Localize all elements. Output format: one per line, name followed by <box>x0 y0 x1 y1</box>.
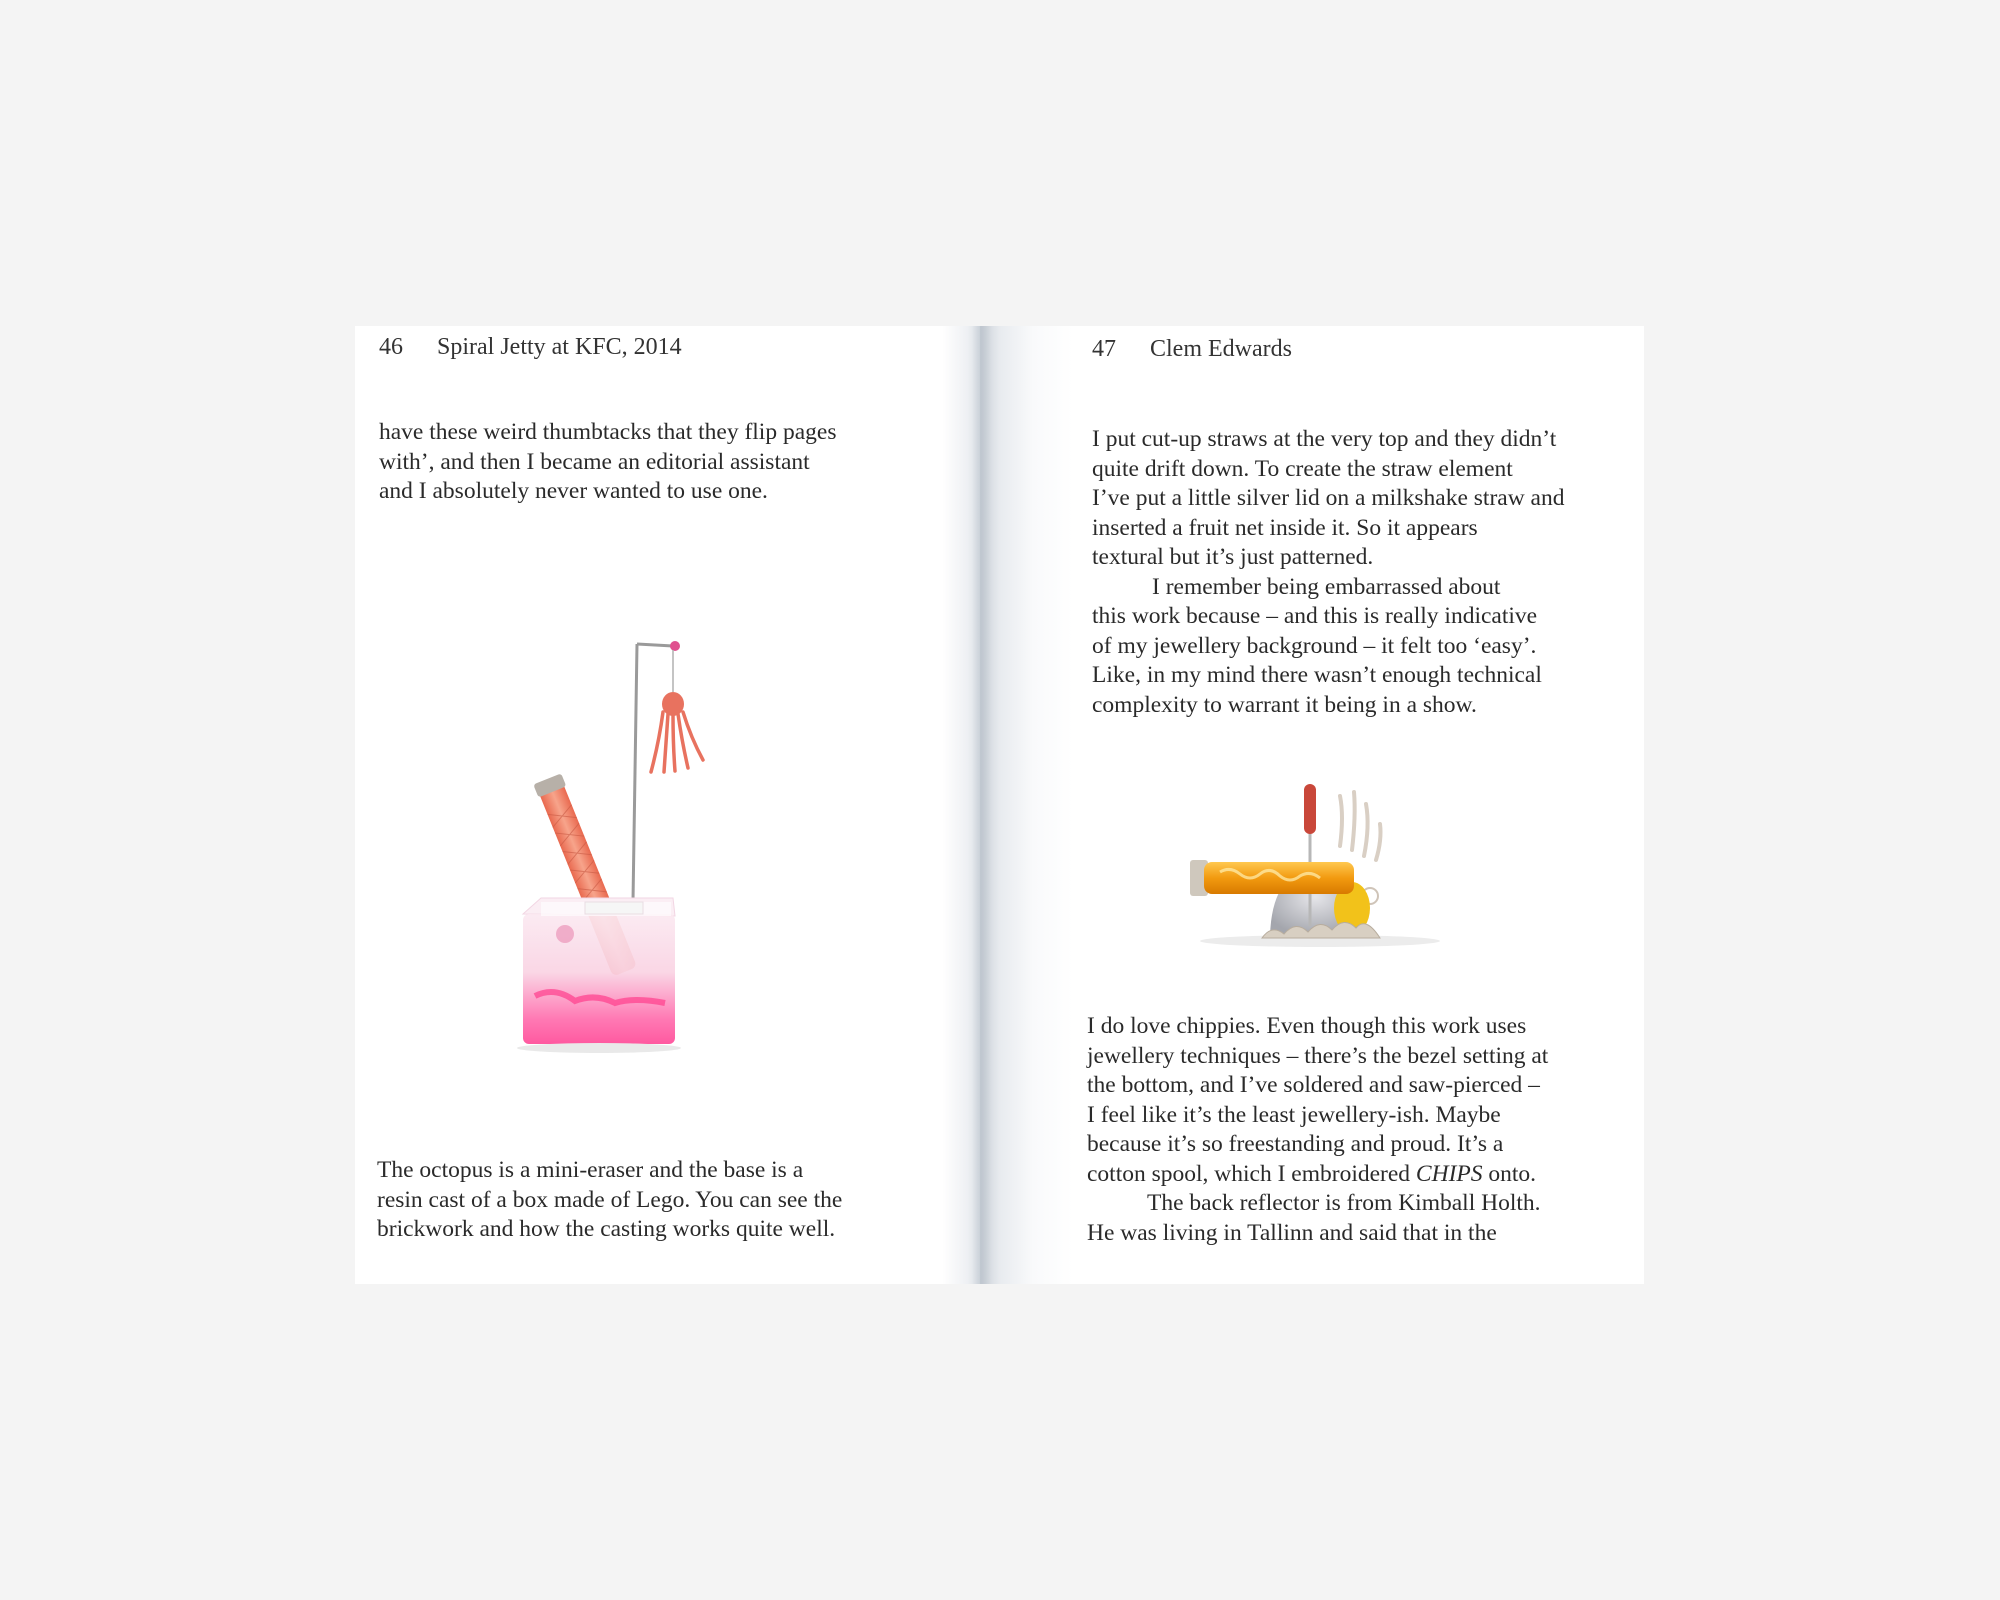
text-line: I remember being embarrassed about <box>1152 573 1501 600</box>
book-spread <box>355 326 1644 1284</box>
right-page <box>980 326 1644 1284</box>
text-line: of my jewellery background – it felt too ‘easy’. <box>1092 632 1537 659</box>
right-running-head <box>1092 336 1292 363</box>
text-line: I’ve put a little silver lid on a milkshake straw and <box>1092 485 1565 511</box>
text-line: complexity to warrant it being in a show. <box>1092 691 1477 718</box>
text-line: He was living in Tallinn and said that in the <box>1087 1219 1497 1246</box>
text-line: I feel like it’s the least jewellery-ish. Maybe <box>1087 1101 1501 1128</box>
text-line: I do love chippies. Even though this work uses <box>1087 1013 1527 1039</box>
left-bottom-paragraph <box>377 1156 842 1245</box>
right-top-text <box>1092 425 1565 720</box>
left-top-paragraph <box>379 418 836 507</box>
text-line: brickwork and how the casting works quite well. <box>377 1216 836 1242</box>
text-line: quite drift down. To create the straw element <box>1092 455 1513 482</box>
text-run: cotton spool, which I embroidered <box>1087 1160 1416 1187</box>
text-line: Like, in my mind there wasn’t enough technical <box>1092 662 1542 688</box>
resin-lego-box-sculpture-icon <box>505 636 765 1056</box>
cotton-spool-chips-sculpture-icon <box>1180 776 1450 956</box>
paragraph <box>1092 425 1565 573</box>
text-line: with’, and then I became an editorial assistant <box>379 448 810 475</box>
text-line: and I absolutely never wanted to use one. <box>379 478 768 504</box>
left-running-title: Spiral Jetty at KFC, 2014 <box>437 334 682 360</box>
text-line: the bottom, and I’ve soldered and saw-pierced – <box>1087 1072 1540 1098</box>
paragraph <box>1087 1189 1548 1248</box>
left-running-head <box>379 334 682 361</box>
right-running-title: Clem Edwards <box>1150 336 1292 362</box>
text-line: jewellery techniques – there’s the bezel setting at <box>1087 1042 1549 1069</box>
text-line: this work because – and this is really indicative <box>1092 603 1538 629</box>
paragraph <box>1092 573 1565 721</box>
right-page-number: 47 <box>1092 336 1116 362</box>
paragraph <box>1087 1012 1548 1189</box>
text-line: inserted a fruit net inside it. So it appears <box>1092 514 1478 541</box>
text-run: onto. <box>1482 1160 1537 1187</box>
text-line: resin cast of a box made of Lego. You can see the <box>377 1186 843 1213</box>
emphasis-chips: CHIPS <box>1415 1160 1483 1187</box>
text-line: textural but it’s just patterned. <box>1092 544 1374 570</box>
right-bottom-text <box>1087 1012 1548 1248</box>
text-line <box>1087 1160 1548 1190</box>
text-line: The octopus is a mini-eraser and the base is a <box>377 1157 804 1183</box>
left-page <box>355 326 980 1284</box>
left-page-number: 46 <box>379 334 403 360</box>
text-line: because it’s so freestanding and proud. It’s a <box>1087 1131 1504 1157</box>
text-line: I put cut-up straws at the very top and they didn’t <box>1092 426 1557 452</box>
text-line: The back reflector is from Kimball Holth. <box>1147 1190 1541 1216</box>
text-line: have these weird thumbtacks that they flip pages <box>379 419 837 445</box>
